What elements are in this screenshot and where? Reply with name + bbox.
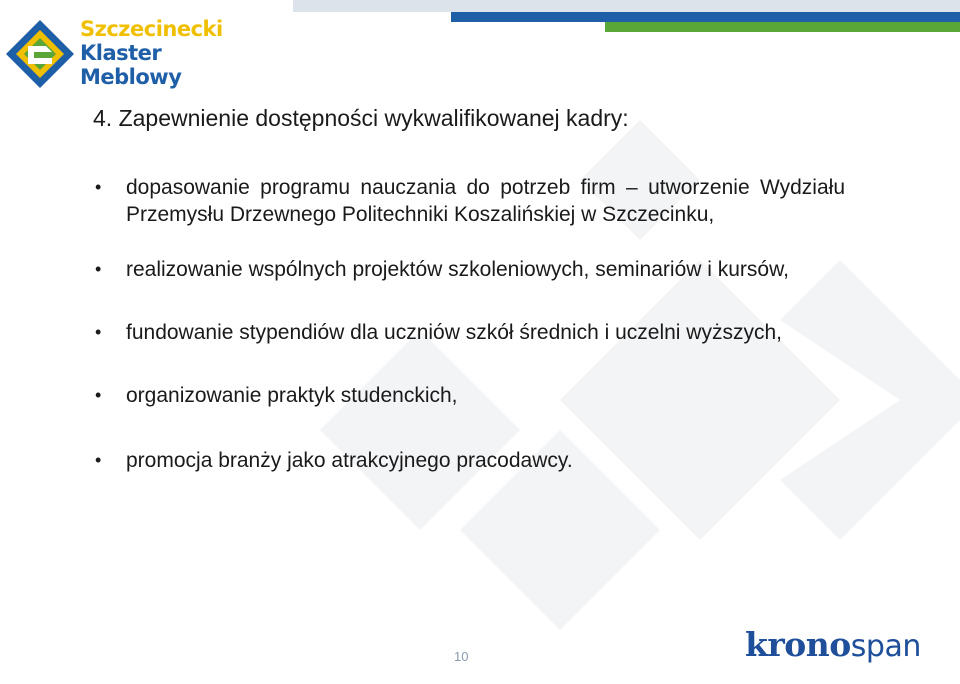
page-number: 10: [454, 649, 469, 664]
bullet-marker: •: [95, 450, 102, 470]
bullet-text: realizowanie wspólnych projektów szkoleniowych, seminariów i kursów,: [126, 258, 789, 281]
bullet-marker: •: [95, 322, 102, 342]
bullet-text: fundowanie stypendiów dla uczniów szkół średnich i uczelni wyższych,: [126, 321, 782, 344]
logo-text-line-3: Meblowy: [80, 65, 182, 89]
bullet-text: dopasowanie programu nauczania do potrzeb firm – utworzenie Wydziału Przemysłu Drzewnego Politechniki Koszalińskiej w Szczecinku,: [126, 176, 845, 226]
logo-text-line-2: Klaster: [80, 41, 162, 65]
logo-text-line-1: Szczecinecki: [80, 17, 223, 41]
bullet-marker: •: [95, 385, 102, 405]
header-stripe-blue: [451, 12, 960, 22]
slide-title: 4. Zapewnienie dostępności wykwalifikowanej kadry:: [93, 105, 629, 131]
bullet-text: organizowanie praktyk studenckich,: [126, 384, 458, 407]
bullet-marker: •: [95, 177, 102, 197]
sponsor-logo-part-1: krono: [745, 625, 851, 664]
sponsor-logo: [745, 625, 921, 669]
list-item: [95, 447, 845, 474]
cluster-logo-icon: [2, 16, 78, 92]
list-item: [95, 319, 845, 346]
list-item: [95, 256, 845, 283]
bullet-text: promocja branży jako atrakcyjnego pracodawcy.: [126, 449, 573, 472]
bullet-list: [95, 174, 845, 474]
sponsor-logo-part-2: span: [850, 629, 921, 664]
list-item: [95, 382, 845, 409]
cluster-logo: [2, 12, 223, 94]
bullet-marker: •: [95, 259, 102, 279]
header-stripe-green: [605, 22, 960, 32]
list-item: [95, 174, 845, 228]
header-stripe-gray: [293, 0, 960, 12]
